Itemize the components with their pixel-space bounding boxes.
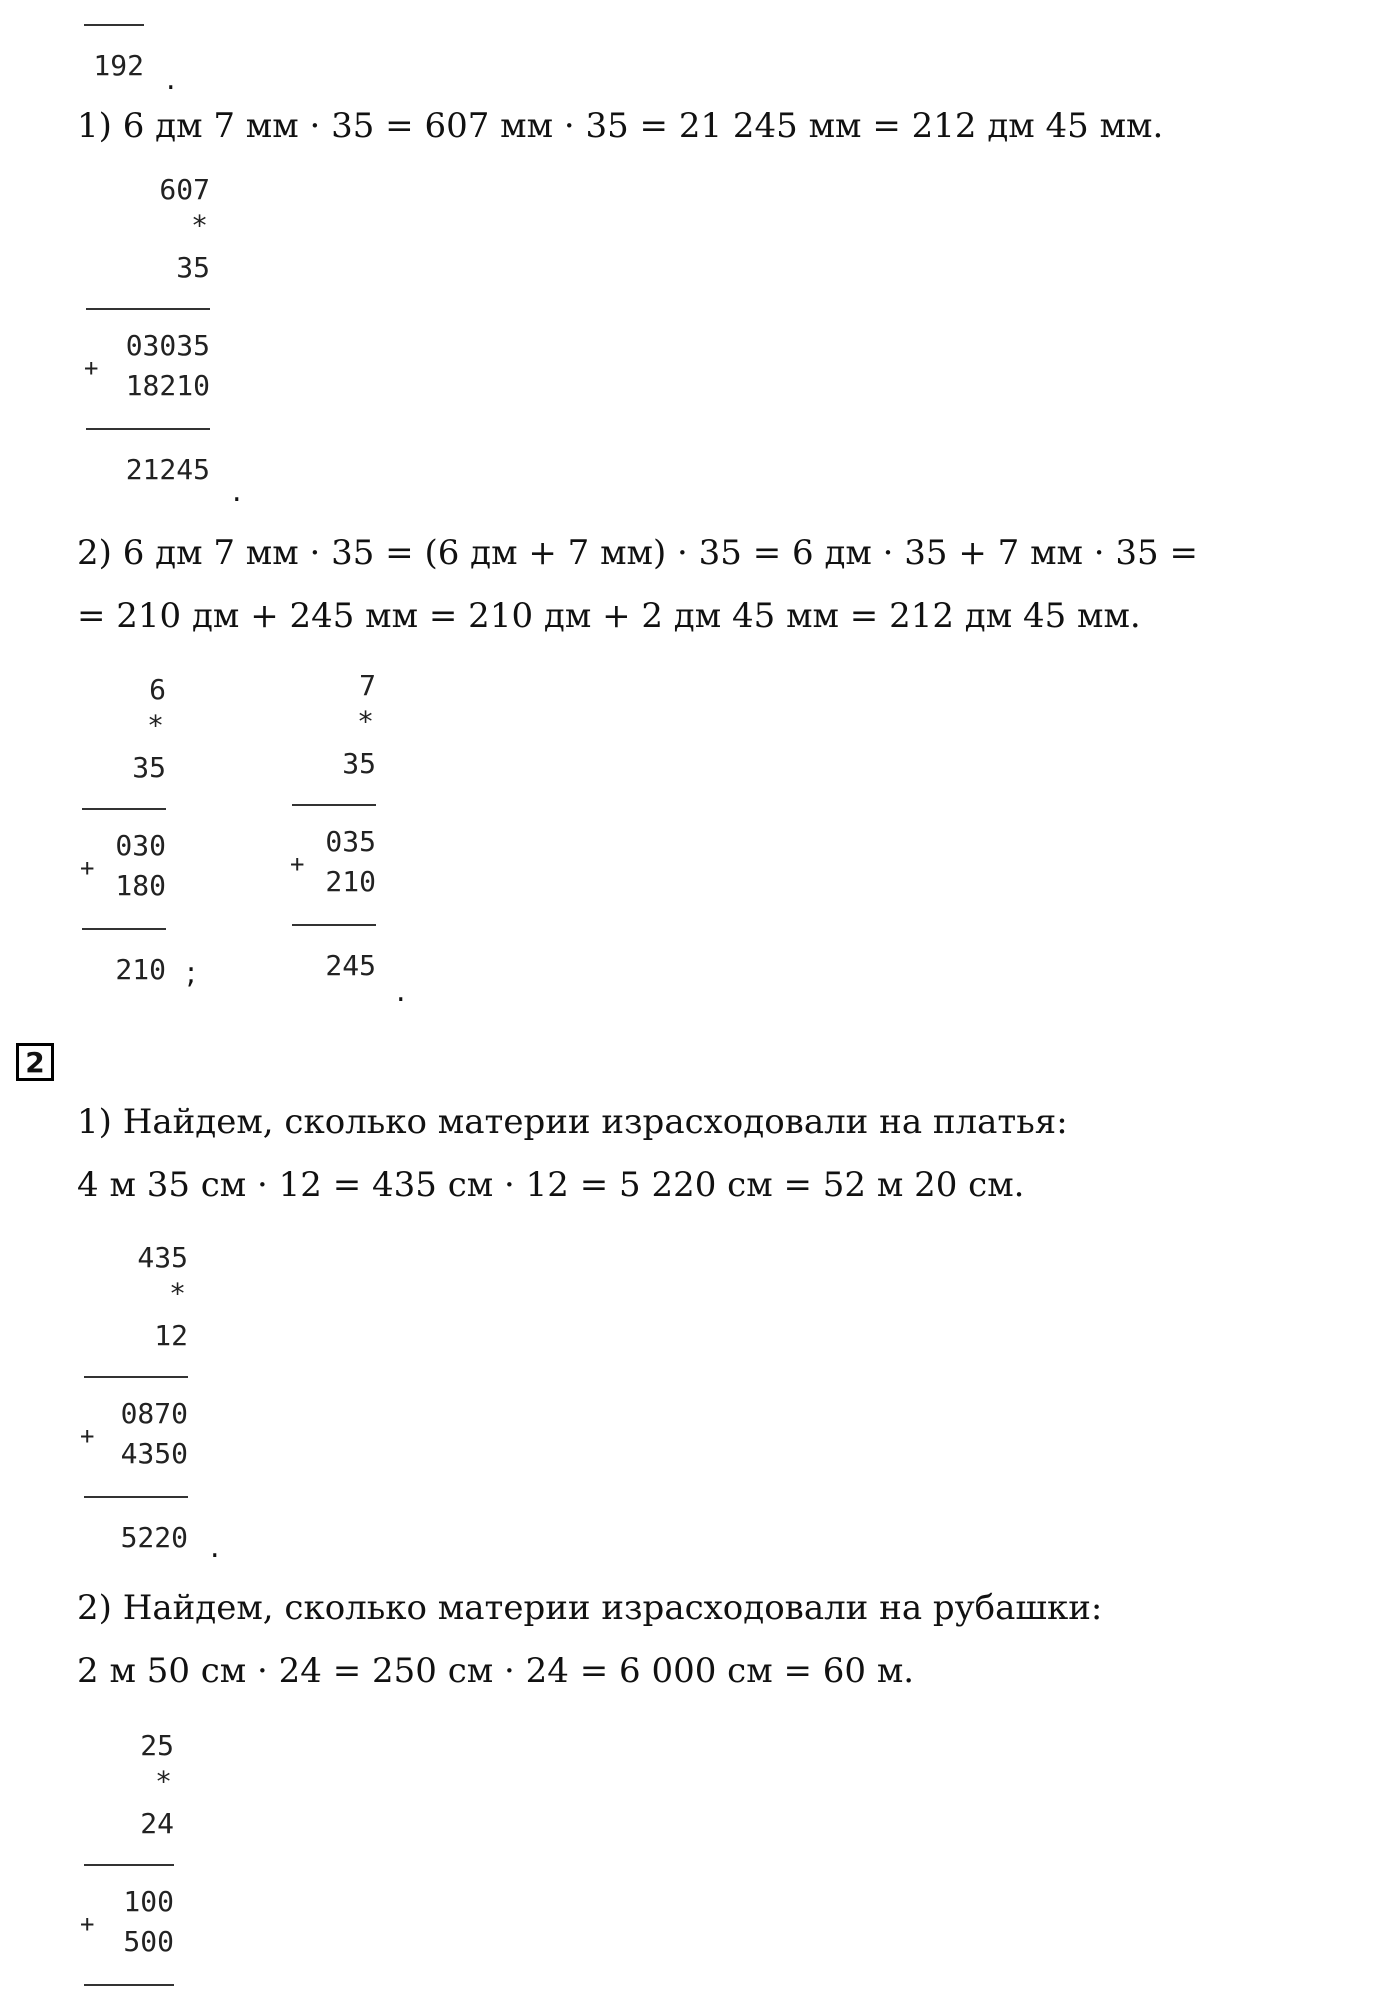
- calc-partial: 500: [123, 1925, 174, 1958]
- punctuation: ;: [186, 956, 197, 991]
- multiplication-column: [290, 668, 376, 988]
- punctuation: .: [210, 1530, 220, 1565]
- calc-operator: *: [191, 209, 208, 242]
- calc-rule: [292, 924, 376, 926]
- calc-multiplier: 12: [154, 1319, 188, 1352]
- text-line: = 210 дм + 245 мм = 210 дм + 2 дм 45 мм = 212 дм 45 мм.: [77, 596, 1141, 636]
- calc-multiplicand: 25: [140, 1729, 174, 1762]
- calc-rule: [84, 1984, 174, 1986]
- calc-multiplicand: 435: [137, 1241, 188, 1274]
- text-line: 2) Найдем, сколько материи израсходовали на рубашки:: [77, 1588, 1103, 1628]
- multiplication-column: [80, 1728, 174, 2000]
- text-line: 2 м 50 см · 24 = 250 см · 24 = 6 000 см = 60 м.: [77, 1651, 915, 1691]
- calc-partial: 0870: [120, 1397, 188, 1430]
- calc-plus: +: [84, 354, 99, 382]
- calc-operator: *: [147, 709, 164, 742]
- calc-operator: *: [169, 1277, 186, 1310]
- calc-partial: 4350: [120, 1437, 188, 1470]
- calc-rule: [82, 928, 166, 930]
- punctuation: .: [166, 62, 176, 97]
- calc-multiplier: 35: [176, 251, 210, 284]
- calc-result: 210: [115, 953, 166, 986]
- calc-result: 245: [325, 949, 376, 982]
- multiplication-column: [84, 172, 210, 492]
- calc-plus: +: [80, 1910, 95, 1938]
- calc-partial: 03035: [125, 329, 210, 362]
- calc-rule: [84, 1496, 188, 1498]
- text-line: 1) Найдем, сколько материи израсходовали на платья:: [77, 1102, 1068, 1142]
- calc-plus: +: [290, 850, 305, 878]
- multiplication-column: [80, 672, 166, 992]
- calc-result: 5220: [120, 1521, 188, 1554]
- text-line: 4 м 35 см · 12 = 435 см · 12 = 5 220 см = 52 м 20 см.: [77, 1165, 1025, 1205]
- calc-partial: 18210: [125, 369, 210, 402]
- text-line: 2) 6 дм 7 мм · 35 = (6 дм + 7 мм) · 35 = 6 дм · 35 + 7 мм · 35 =: [77, 533, 1198, 573]
- calc-result: 21245: [125, 453, 210, 486]
- calc-partial: 180: [115, 869, 166, 902]
- text-line: 1) 6 дм 7 мм · 35 = 607 мм · 35 = 21 245 мм = 212 дм 45 мм.: [77, 106, 1164, 146]
- calc-operator: *: [155, 1765, 172, 1798]
- calc-multiplier: 35: [342, 747, 376, 780]
- multiplication-column: [80, 1240, 188, 1560]
- calc-multiplier: 35: [132, 751, 166, 784]
- punctuation: .: [232, 474, 242, 509]
- calc-partial: 210: [325, 865, 376, 898]
- calc-rule: [86, 428, 210, 430]
- calc-result: 192: [93, 49, 144, 82]
- calc-plus: +: [80, 854, 95, 882]
- calc-multiplicand: 607: [159, 173, 210, 206]
- calc-partial: 100: [123, 1885, 174, 1918]
- punctuation: .: [396, 974, 406, 1009]
- calc-multiplier: 24: [140, 1807, 174, 1840]
- calc-multiplicand: 6: [149, 673, 166, 706]
- calc-plus: +: [80, 1422, 95, 1450]
- calc-rule: [84, 1864, 174, 1866]
- calc-partial: 035: [325, 825, 376, 858]
- calc-operator: *: [357, 705, 374, 738]
- calc-multiplicand: 7: [359, 669, 376, 702]
- calc-rule: [84, 24, 144, 26]
- calc-partial: 030: [115, 829, 166, 862]
- calc-rule: [82, 808, 166, 810]
- calc-rule: [86, 308, 210, 310]
- calc-rule: [292, 804, 376, 806]
- top-calc-fragment: [80, 0, 144, 90]
- calc-rule: [84, 1376, 188, 1378]
- task-number-box: 2: [16, 1043, 54, 1081]
